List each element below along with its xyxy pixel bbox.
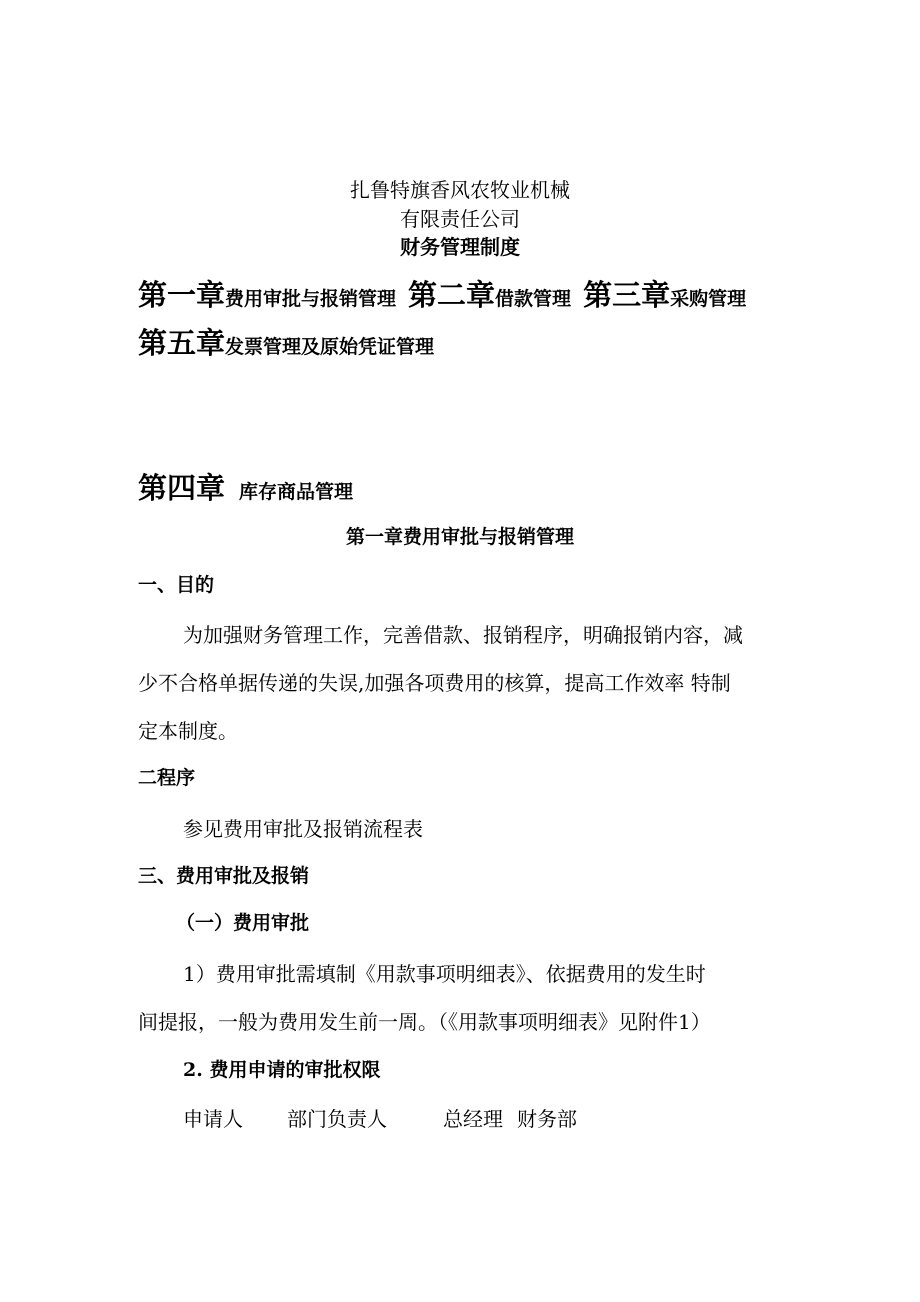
toc-chapter-name: 发票管理及原始凭证管理 [225,336,435,358]
subsection-approval-heading: （一）费用审批 [176,912,310,934]
toc-chapter-name: 库存商品管理 [239,481,354,503]
approvers-row [183,1103,577,1132]
toc-item-chapter2 [408,278,572,312]
approval-item1-line: 间提报，一般为费用发生前一周。（《用款事项明细表》见附件1） [138,1010,711,1034]
toc-row-3 [138,466,353,507]
approver-finance-dept: 财务部 [517,1107,577,1131]
section-purpose-heading: 一、目的 [138,574,215,596]
toc-chapter-name: 费用审批与报销管理 [225,288,397,310]
approver-department-head: 部门负责人 [287,1107,387,1131]
toc-chapter-label: 第五章 [138,326,226,360]
section-procedure-heading: 二程序 [138,767,196,789]
purpose-paragraph-line: 少不合格单据传递的失误,加强各项费用的核算，提高工作效率 特制 [138,671,731,695]
purpose-paragraph-line: 定本制度。 [138,719,238,743]
toc-chapter-label: 第四章 [138,471,226,505]
approval-item2-heading: 2. 费用申请的审批权限 [183,1059,381,1081]
toc-chapter-label: 第三章 [583,278,671,312]
procedure-text: 参见费用审批及报销流程表 [183,817,423,841]
toc-item-chapter3 [583,278,747,312]
approver-applicant: 申请人 [183,1107,243,1131]
approver-general-manager: 总经理 [443,1107,503,1131]
document-title: 财务管理制度 [400,235,520,259]
toc-row-1 [138,273,746,314]
toc-item-chapter5 [138,326,435,360]
company-name-line2: 有限责任公司 [400,207,520,231]
toc-item-chapter1 [138,278,397,312]
approval-item1-line: 1）费用审批需填制《用款事项明细表》、依据费用的发生时 [183,962,706,986]
toc-chapter-name: 采购管理 [670,288,747,310]
toc-chapter-label: 第二章 [408,278,496,312]
toc-chapter-label: 第一章 [138,278,226,312]
purpose-paragraph-line: 为加强财务管理工作，完善借款、报销程序，明确报销内容，减 [183,623,743,647]
company-name-line1: 扎鲁特旗香风农牧业机械 [350,178,570,202]
toc-chapter-name: 借款管理 [495,288,572,310]
toc-row-2 [138,321,434,362]
chapter1-title: 第一章费用审批与报销管理 [345,526,574,548]
section-approval-heading: 三、费用审批及报销 [138,865,310,887]
